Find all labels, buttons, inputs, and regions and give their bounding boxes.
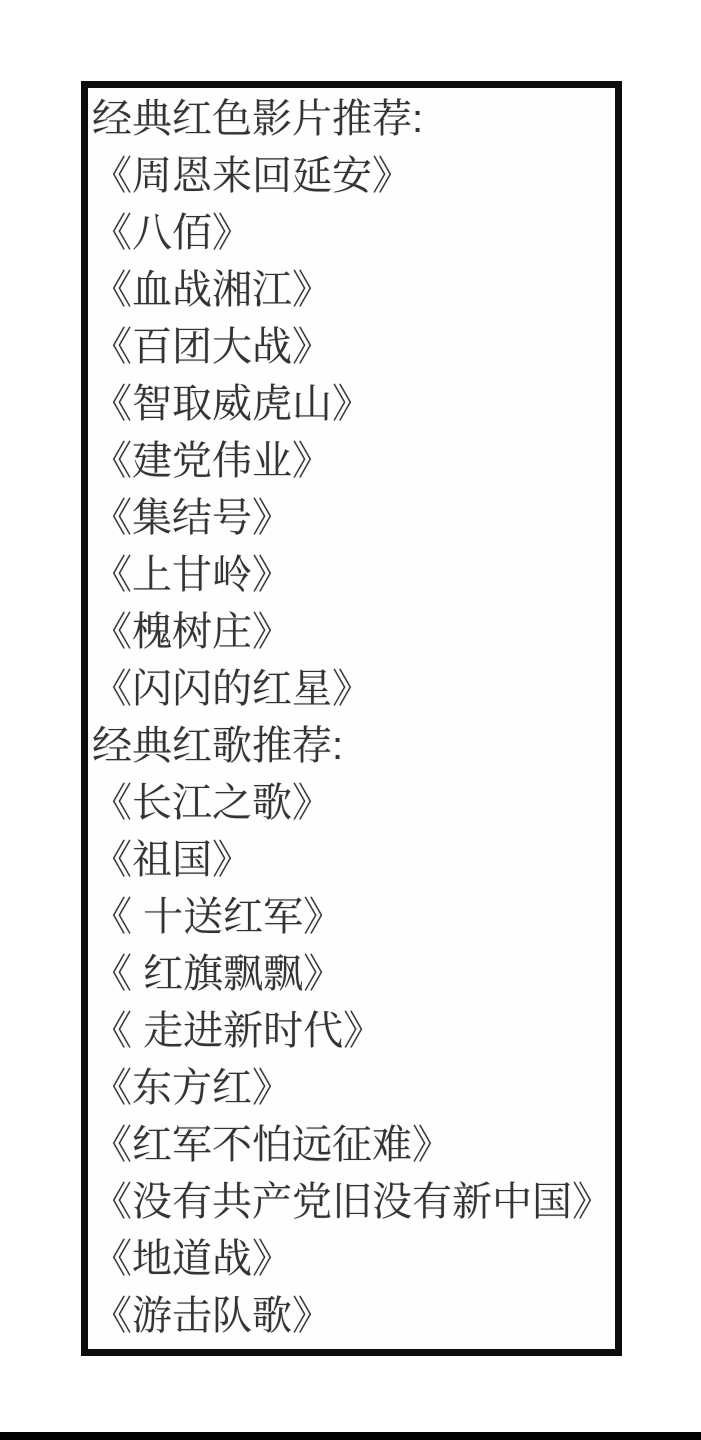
songs-section-heading: 经典红歌推荐:: [92, 724, 344, 768]
film-list-item: 《智取威虎山》: [92, 382, 372, 426]
song-list-item: 《游击队歌》: [92, 1294, 332, 1338]
films-section-heading: 经典红色影片推荐:: [92, 97, 424, 141]
recommendation-list-box: [81, 81, 622, 1356]
film-list-item: 《槐树庄》: [92, 610, 292, 654]
film-list-item: 《上甘岭》: [92, 553, 292, 597]
film-list-item: 《百团大战》: [92, 325, 332, 369]
song-list-item: 《祖国》: [92, 838, 252, 882]
song-list-item: 《 十送红军》: [92, 895, 344, 939]
song-list-item: 《地道战》: [92, 1237, 292, 1281]
song-list-item: 《没有共产党旧没有新中国》: [92, 1180, 612, 1224]
bottom-border-line: [0, 1432, 701, 1440]
song-list-item: 《长江之歌》: [92, 781, 332, 825]
song-list-item: 《东方红》: [92, 1066, 292, 1110]
song-list-item: 《红军不怕远征难》: [92, 1123, 452, 1167]
film-list-item: 《闪闪的红星》: [92, 667, 372, 711]
film-list-item: 《周恩来回延安》: [92, 154, 412, 198]
film-list-item: 《八佰》: [92, 211, 252, 255]
film-list-item: 《血战湘江》: [92, 268, 332, 312]
song-list-item: 《 红旗飘飘》: [92, 952, 344, 996]
film-list-item: 《集结号》: [92, 496, 292, 540]
film-list-item: 《建党伟业》: [92, 439, 332, 483]
song-list-item: 《 走进新时代》: [92, 1009, 384, 1053]
